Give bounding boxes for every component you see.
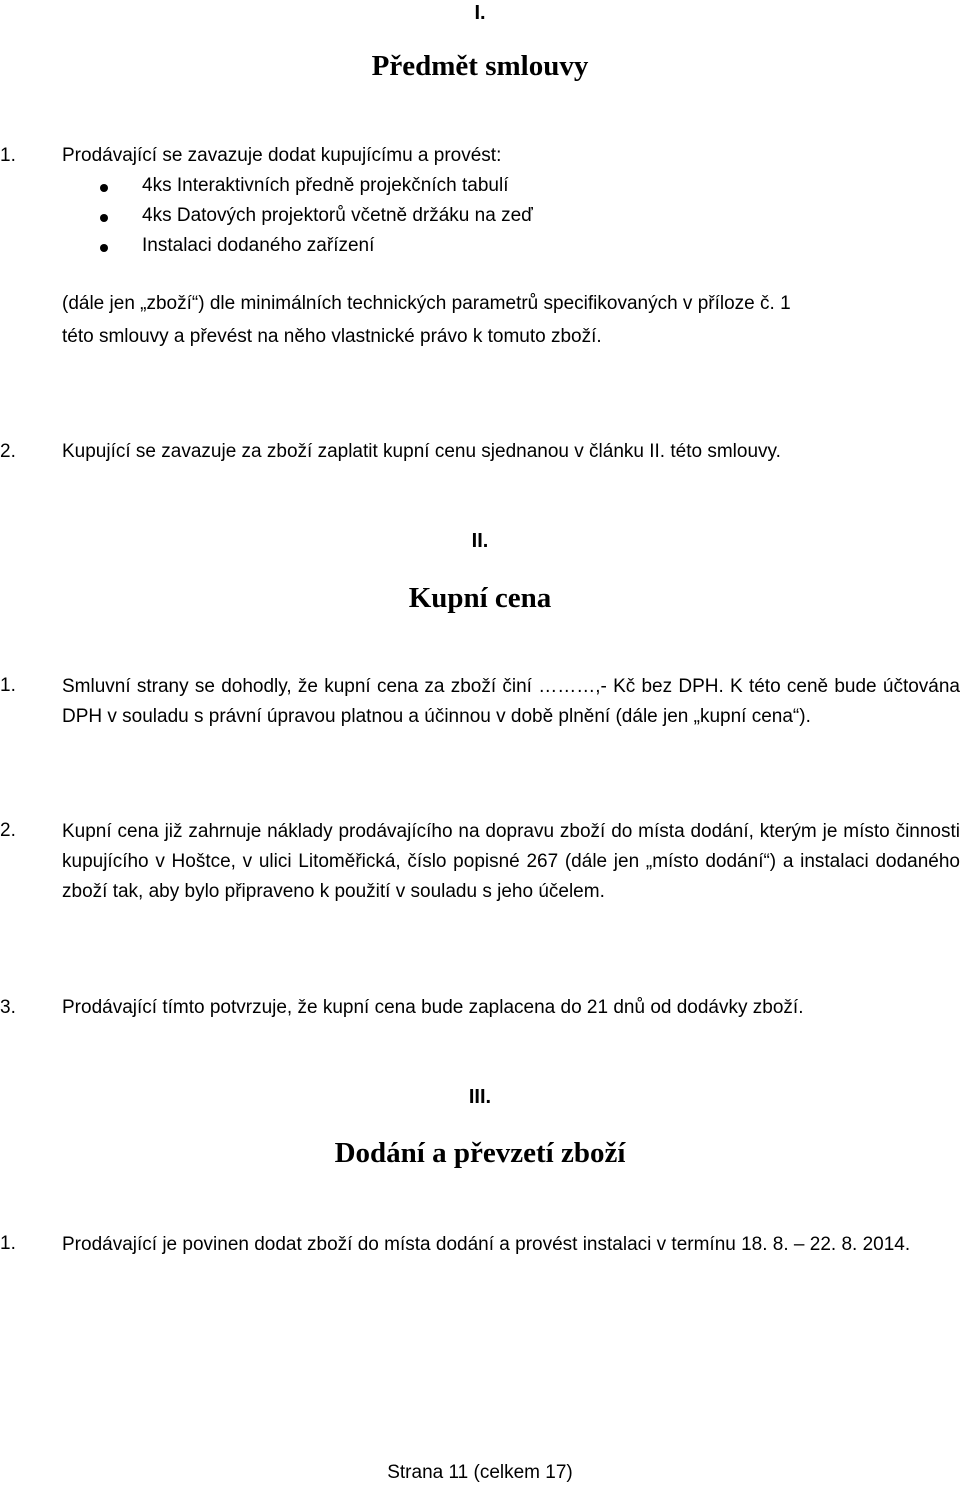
bullet-dot-icon bbox=[100, 214, 108, 222]
clause-text: Prodávající tímto potvrzuje, že kupní cena bude zaplacena do 21 dnů od dodávky zboží. bbox=[62, 997, 804, 1018]
clause-number: 1. bbox=[0, 675, 16, 696]
section-number: III. bbox=[468, 1086, 492, 1108]
section-number: I. bbox=[474, 2, 486, 24]
clause-number: 1. bbox=[0, 145, 16, 166]
clause-text: Smluvní strany se dohodly, že kupní cena za zboží činí ………,- Kč bez DPH. K této ceně bude účtována DPH v souladu s právní úpravou platnou a účinnou v době plnění (dále jen „kupní cena“). bbox=[62, 676, 960, 727]
page-footer: Strana 11 (celkem 17) bbox=[387, 1462, 573, 1483]
clause-intro: Prodávající se zavazuje dodat kupujícímu a provést: bbox=[62, 145, 502, 166]
clause-text: Kupující se zavazuje za zboží zaplatit kupní cenu sjednanou v článku II. této smlouvy. bbox=[62, 441, 781, 462]
section-title: Kupní cena bbox=[408, 582, 552, 614]
bullet-dot-icon bbox=[100, 184, 108, 192]
bullet-dot-icon bbox=[100, 244, 108, 252]
clause-number: 3. bbox=[0, 997, 16, 1018]
section-title: Dodání a převzetí zboží bbox=[334, 1137, 626, 1169]
list-item: 4ks Datových projektorů včetně držáku na zeď bbox=[142, 205, 533, 226]
list-item: Instalaci dodaného zařízení bbox=[142, 235, 375, 256]
section-number: II. bbox=[471, 530, 489, 552]
section-title: Předmět smlouvy bbox=[371, 50, 589, 82]
clause-text: Kupní cena již zahrnuje náklady prodávajícího na dopravu zboží do místa dodání, kterým je místo činnosti kupujícího v Hoštce, v ulici Litoměřická, číslo popisné 267 (dále jen „místo dodání“) a instalaci dodaného zboží tak, aby bylo připraveno k použití v souladu s jeho účelem. bbox=[62, 821, 960, 902]
clause-text: Prodávající je povinen dodat zboží do místa dodání a provést instalaci v termínu 18. 8. – 22. 8. 2014. bbox=[62, 1234, 911, 1255]
clause-continuation: (dále jen „zboží“) dle minimálních technických parametrů specifikovaných v příloze č. 1 bbox=[62, 293, 791, 314]
clause-number: 2. bbox=[0, 820, 16, 841]
clause-number: 1. bbox=[0, 1233, 16, 1254]
clause-continuation: této smlouvy a převést na něho vlastnické právo k tomuto zboží. bbox=[62, 326, 602, 347]
clause-number: 2. bbox=[0, 441, 16, 462]
list-item: 4ks Interaktivních předně projekčních tabulí bbox=[142, 175, 509, 196]
